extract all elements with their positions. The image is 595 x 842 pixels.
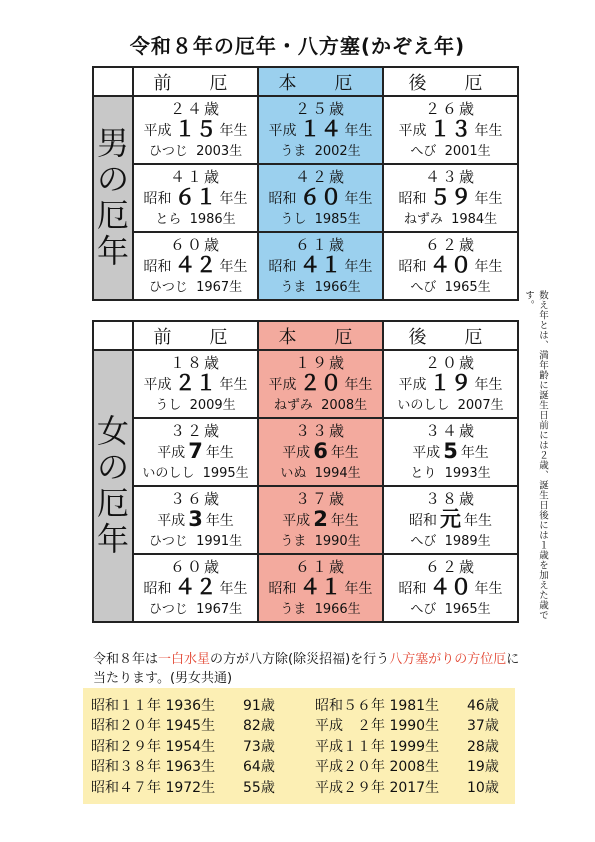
happo-column-right <box>315 696 499 798</box>
list-item <box>91 737 275 757</box>
birth-year: 昭和２９年 1954生 <box>91 738 216 755</box>
age: 55歳 <box>243 779 275 796</box>
age-label: ４２歳 <box>294 167 346 186</box>
era-label: 昭和 <box>143 580 172 597</box>
male-cell <box>133 232 258 300</box>
age-label: ２０歳 <box>424 353 476 372</box>
zodiac-line <box>384 396 517 415</box>
era-year-line <box>134 116 257 142</box>
year-suffix: 年生 <box>330 512 359 529</box>
era-year-line <box>134 574 257 600</box>
year-suffix: 年生 <box>205 512 234 529</box>
western-year: 1984生 <box>451 211 498 227</box>
zodiac-line <box>134 464 257 483</box>
era-label: 平成 <box>282 444 311 461</box>
western-year: 1995生 <box>202 465 249 481</box>
year-suffix: 年生 <box>474 190 503 207</box>
western-year: 1993生 <box>444 465 491 481</box>
birth-year: 昭和３８年 1963生 <box>91 759 216 776</box>
year-suffix: 年生 <box>330 444 359 461</box>
western-year: 2007生 <box>457 397 504 413</box>
note-highlight: 八方塞がりの方位厄 <box>389 652 507 667</box>
era-year-line <box>134 438 257 464</box>
western-year: 1966生 <box>314 601 361 617</box>
age-label: ６０歳 <box>169 557 221 576</box>
year-suffix: 年生 <box>344 258 373 275</box>
happo-column-left <box>91 696 275 798</box>
year-suffix: 年生 <box>219 122 248 139</box>
list-item <box>315 716 499 736</box>
age-label: ３４歳 <box>424 421 476 440</box>
zodiac-line <box>259 142 382 161</box>
year-suffix: 年生 <box>205 444 234 461</box>
list-item <box>91 778 275 798</box>
western-year: 2009生 <box>189 397 236 413</box>
zodiac-label: とり <box>410 465 437 481</box>
zodiac-line <box>259 600 382 619</box>
era-year-number: ４０ <box>429 574 472 599</box>
male-side-label <box>93 96 133 300</box>
year-suffix: 年生 <box>474 122 503 139</box>
era-year-number: １３ <box>429 116 472 141</box>
male-cell <box>133 164 258 232</box>
year-suffix: 年生 <box>219 580 248 597</box>
zodiac-label: ひつじ <box>148 279 188 295</box>
female-cell <box>258 418 383 486</box>
female-cell <box>383 350 518 418</box>
header-atoyaku: 後 厄 <box>383 67 518 96</box>
era-year-line <box>134 184 257 210</box>
zodiac-line <box>384 210 517 229</box>
note-highlight: 一白水星 <box>158 652 211 667</box>
list-item <box>315 757 499 777</box>
era-label: 平成 <box>143 122 172 139</box>
list-item <box>315 696 499 716</box>
western-year: 1989生 <box>444 533 491 549</box>
era-year-number: ２１ <box>174 370 217 395</box>
zodiac-line <box>384 142 517 161</box>
era-label: 平成 <box>157 512 186 529</box>
birth-year: 平成 ２年 1990生 <box>315 718 440 735</box>
zodiac-line <box>384 532 517 551</box>
era-label: 平成 <box>268 122 297 139</box>
female-cell <box>133 486 258 554</box>
era-year-line <box>259 438 382 464</box>
era-year-line <box>384 574 517 600</box>
western-year: 2003生 <box>196 143 243 159</box>
zodiac-label: うし <box>155 397 182 413</box>
note-text: に当たります。(男女共通) <box>93 652 520 686</box>
birth-year: 平成２９年 2017生 <box>315 779 440 796</box>
zodiac-line <box>259 210 382 229</box>
year-suffix: 年生 <box>344 376 373 393</box>
year-suffix: 年生 <box>464 512 492 529</box>
happo-year-list <box>83 688 515 804</box>
female-cell <box>258 350 383 418</box>
year-suffix: 年生 <box>219 376 248 393</box>
year-suffix: 年生 <box>474 376 503 393</box>
era-label: 平成 <box>282 512 311 529</box>
era-label: 平成 <box>157 444 186 461</box>
era-label: 昭和 <box>398 190 427 207</box>
era-year-number: 7 <box>188 438 203 463</box>
age-label: ２６歳 <box>424 99 476 118</box>
zodiac-label: ねずみ <box>403 211 443 227</box>
era-label: 昭和 <box>143 258 172 275</box>
male-cell <box>383 232 518 300</box>
era-year-number: ４０ <box>429 252 472 277</box>
era-year-number: ６０ <box>299 184 342 209</box>
year-suffix: 年生 <box>344 580 373 597</box>
year-suffix: 年生 <box>344 190 373 207</box>
western-year: 1990生 <box>314 533 361 549</box>
zodiac-label: うし <box>280 211 307 227</box>
zodiac-label: へび <box>410 601 437 617</box>
zodiac-line <box>134 210 257 229</box>
female-cell <box>383 554 518 622</box>
side-char: の <box>96 448 129 487</box>
zodiac-label: へび <box>410 279 437 295</box>
age-label: ３６歳 <box>169 489 221 508</box>
zodiac-label: うま <box>280 533 307 549</box>
era-year-number: 5 <box>443 438 458 463</box>
era-label: 平成 <box>398 376 427 393</box>
female-yakudoshi-table <box>92 320 519 623</box>
header-honyaku: 本 厄 <box>258 321 383 350</box>
age-label: ６０歳 <box>169 235 221 254</box>
zodiac-line <box>134 600 257 619</box>
happo-description <box>93 650 523 688</box>
era-year-line <box>259 370 382 396</box>
era-label: 昭和 <box>268 190 297 207</box>
age-label: ２５歳 <box>294 99 346 118</box>
female-cell <box>133 418 258 486</box>
birth-year: 平成１１年 1999生 <box>315 738 440 755</box>
era-year-line <box>134 370 257 396</box>
age-label: ３８歳 <box>424 489 476 508</box>
table-corner <box>93 67 133 96</box>
western-year: 1965生 <box>444 601 491 617</box>
age-label: ３７歳 <box>294 489 346 508</box>
era-label: 昭和 <box>398 580 427 597</box>
male-cell <box>258 164 383 232</box>
male-cell <box>383 96 518 164</box>
male-cell <box>383 164 518 232</box>
zodiac-line <box>134 142 257 161</box>
female-cell <box>383 418 518 486</box>
era-label: 昭和 <box>268 580 297 597</box>
age: 37歳 <box>467 718 499 735</box>
male-cell <box>133 96 258 164</box>
list-item <box>315 778 499 798</box>
male-cell <box>258 96 383 164</box>
female-cell <box>133 350 258 418</box>
female-cell <box>258 554 383 622</box>
era-year-number: 2 <box>313 506 328 531</box>
western-year: 1967生 <box>196 279 243 295</box>
list-item <box>315 737 499 757</box>
age: 82歳 <box>243 718 275 735</box>
male-cell <box>258 232 383 300</box>
zodiac-line <box>384 600 517 619</box>
era-year-number: ４１ <box>299 574 342 599</box>
age: 46歳 <box>467 698 499 714</box>
year-suffix: 年生 <box>219 258 248 275</box>
era-year-number: 6 <box>313 438 328 463</box>
age: 10歳 <box>467 779 499 796</box>
zodiac-line <box>134 396 257 415</box>
zodiac-line <box>134 278 257 297</box>
era-year-line <box>384 506 517 532</box>
era-year-line <box>259 506 382 532</box>
era-year-number: ２０ <box>299 370 342 395</box>
era-year-number: 元 <box>440 506 461 531</box>
header-maeyaku: 前 厄 <box>133 321 258 350</box>
birth-year: 昭和４７年 1972生 <box>91 779 216 796</box>
zodiac-label: うま <box>280 143 307 159</box>
age-label: ６２歳 <box>424 235 476 254</box>
zodiac-label: うま <box>280 601 307 617</box>
era-year-line <box>384 438 517 464</box>
era-year-number: １４ <box>299 116 342 141</box>
kazoedoshi-note: 数え年とは、満年齢に誕生日前には２歳、誕生日後には１歳を加えた歳です。 <box>523 290 548 620</box>
era-year-number: ５９ <box>429 184 472 209</box>
era-label: 平成 <box>398 122 427 139</box>
year-suffix: 年生 <box>219 190 248 207</box>
zodiac-label: へび <box>410 143 437 159</box>
female-cell <box>133 554 258 622</box>
header-maeyaku: 前 厄 <box>133 67 258 96</box>
birth-year: 昭和２０年 1945生 <box>91 718 216 735</box>
side-char: 厄 <box>96 484 129 522</box>
age: 64歳 <box>243 759 275 776</box>
age-label: ３３歳 <box>294 421 346 440</box>
era-year-line <box>134 506 257 532</box>
birth-year: 昭和１１年 1936生 <box>91 698 216 714</box>
zodiac-label: いのしし <box>397 397 450 413</box>
zodiac-line <box>384 464 517 483</box>
header-atoyaku: 後 厄 <box>383 321 518 350</box>
age-label: １９歳 <box>294 353 346 372</box>
age-label: ６２歳 <box>424 557 476 576</box>
era-year-line <box>259 574 382 600</box>
era-year-line <box>134 252 257 278</box>
zodiac-label: ねずみ <box>273 397 313 413</box>
western-year: 1967生 <box>196 601 243 617</box>
era-year-number: ４１ <box>299 252 342 277</box>
list-item <box>91 716 275 736</box>
note-text: の方が八方除(除災招福)を行う <box>210 652 390 667</box>
era-year-number: 3 <box>188 506 203 531</box>
era-year-number: ４２ <box>174 252 217 277</box>
western-year: 1994生 <box>314 465 361 481</box>
side-char: 厄 <box>96 196 129 234</box>
side-char: 男 <box>96 124 129 163</box>
era-year-number: ４２ <box>174 574 217 599</box>
age-label: ６１歳 <box>294 557 346 576</box>
era-year-number: ６１ <box>174 184 217 209</box>
era-year-line <box>384 370 517 396</box>
zodiac-label: ひつじ <box>148 533 188 549</box>
female-cell <box>258 486 383 554</box>
year-suffix: 年生 <box>474 580 503 597</box>
zodiac-line <box>384 278 517 297</box>
western-year: 1965生 <box>444 279 491 295</box>
age-label: ４３歳 <box>424 167 476 186</box>
era-label: 昭和 <box>268 258 297 275</box>
age: 73歳 <box>243 738 275 755</box>
zodiac-label: ひつじ <box>148 601 188 617</box>
western-year: 1986生 <box>189 211 236 227</box>
year-suffix: 年生 <box>474 258 503 275</box>
era-year-line <box>259 116 382 142</box>
side-char: の <box>96 160 129 199</box>
zodiac-line <box>134 532 257 551</box>
zodiac-label: いのしし <box>142 465 195 481</box>
age-label: ６１歳 <box>294 235 346 254</box>
era-year-line <box>384 184 517 210</box>
year-suffix: 年生 <box>460 444 489 461</box>
western-year: 1991生 <box>196 533 243 549</box>
era-year-line <box>384 252 517 278</box>
age-label: ２４歳 <box>169 99 221 118</box>
zodiac-line <box>259 464 382 483</box>
female-side-label <box>93 350 133 622</box>
table-corner <box>93 321 133 350</box>
year-suffix: 年生 <box>344 122 373 139</box>
side-char: 年 <box>96 231 129 270</box>
western-year: 1985生 <box>314 211 361 227</box>
male-yakudoshi-table <box>92 66 519 301</box>
age-label: ４１歳 <box>169 167 221 186</box>
age-label: １８歳 <box>169 353 221 372</box>
page-title: 令和８年の厄年・八方塞(かぞえ年) <box>129 34 466 58</box>
age: 91歳 <box>243 698 275 714</box>
header-honyaku: 本 厄 <box>258 67 383 96</box>
era-label: 平成 <box>412 444 441 461</box>
era-year-line <box>384 116 517 142</box>
birth-year: 平成２０年 2008生 <box>315 759 440 776</box>
age: 19歳 <box>467 759 499 776</box>
era-label: 昭和 <box>398 258 427 275</box>
zodiac-label: うま <box>280 279 307 295</box>
side-char: 年 <box>96 519 129 558</box>
zodiac-line <box>259 396 382 415</box>
note-text: 令和８年は <box>93 652 159 667</box>
western-year: 2008生 <box>321 397 368 413</box>
zodiac-line <box>259 278 382 297</box>
age: 28歳 <box>467 738 499 755</box>
era-label: 昭和 <box>409 512 437 529</box>
female-cell <box>383 486 518 554</box>
era-label: 平成 <box>268 376 297 393</box>
zodiac-label: ひつじ <box>148 143 188 159</box>
age-label: ３２歳 <box>169 421 221 440</box>
list-item <box>91 696 275 716</box>
western-year: 2002生 <box>314 143 361 159</box>
birth-year: 昭和５６年 1981生 <box>315 698 440 714</box>
zodiac-label: いぬ <box>280 465 307 481</box>
western-year: 2001生 <box>444 143 491 159</box>
era-year-number: １５ <box>174 116 217 141</box>
list-item <box>91 757 275 777</box>
zodiac-label: へび <box>410 533 437 549</box>
era-year-line <box>259 184 382 210</box>
era-year-line <box>259 252 382 278</box>
era-label: 昭和 <box>143 190 172 207</box>
side-char: 女 <box>96 412 129 451</box>
western-year: 1966生 <box>314 279 361 295</box>
zodiac-label: とら <box>155 211 182 227</box>
era-label: 平成 <box>143 376 172 393</box>
era-year-number: １９ <box>429 370 472 395</box>
zodiac-line <box>259 532 382 551</box>
